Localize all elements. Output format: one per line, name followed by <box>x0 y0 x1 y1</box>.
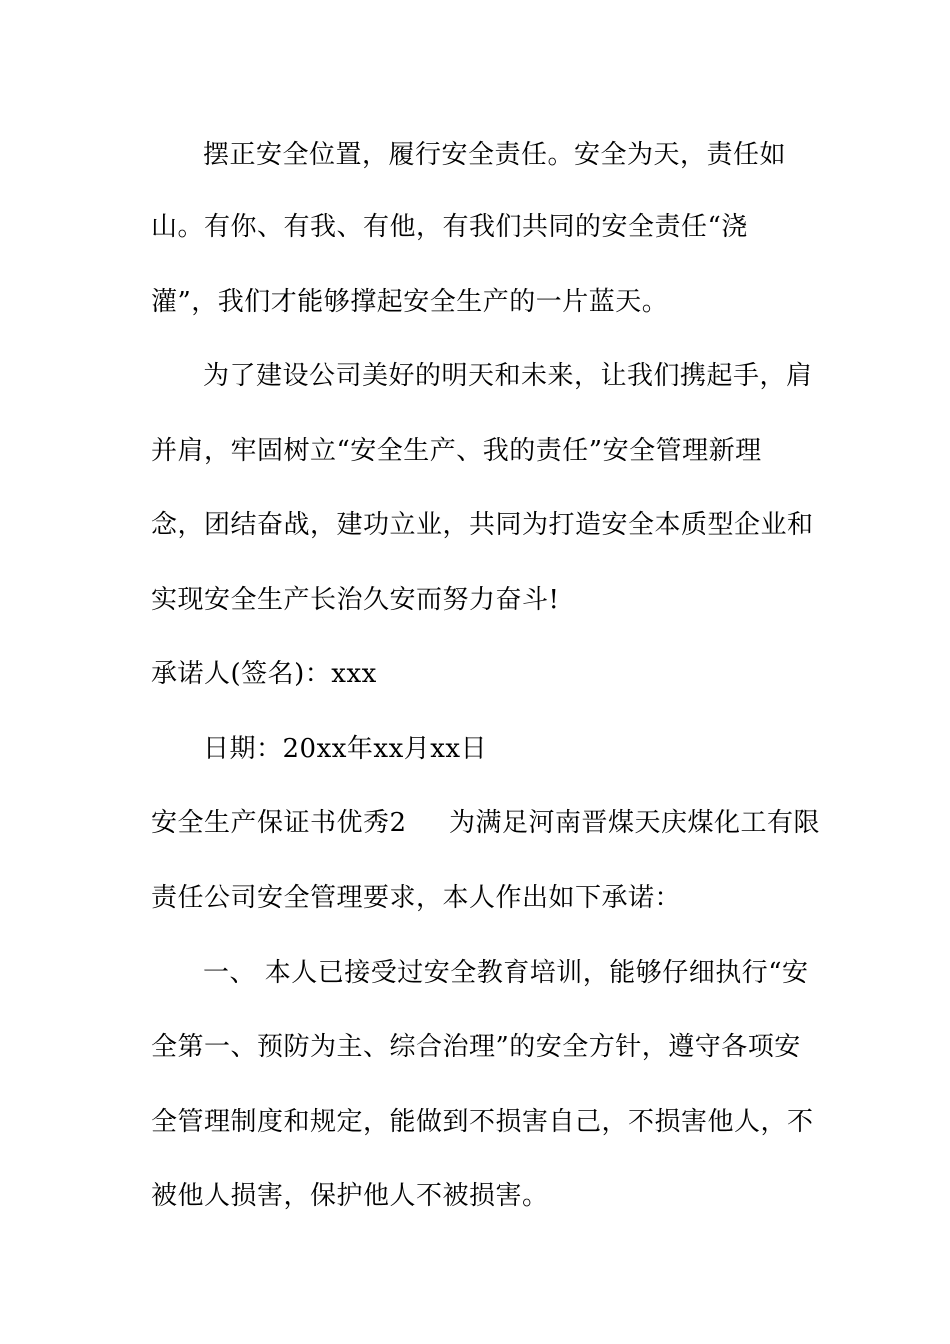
section-title: 安全生产保证书优秀2 <box>151 808 407 838</box>
text-line: 摆正安全位置，履行安全责任。安全为天，责任如 <box>203 140 787 170</box>
text-line: 山。有你、有我、有他，有我们共同的安全责任“浇 <box>151 212 748 242</box>
signature-label: 承诺人(签名)：xxx <box>151 659 377 689</box>
text-line: 灌”，我们才能够撑起安全生产的一片蓝天。 <box>151 287 669 317</box>
text-line: 为了建设公司美好的明天和未来，让我们携起手，肩 <box>203 361 813 391</box>
text-line: 全管理制度和规定，能做到不损害自己，不损害他人，不 <box>151 1107 814 1137</box>
text-line: 并肩，牢固树立“安全生产、我的责任”安全管理新理 <box>151 436 762 466</box>
text-line: 实现安全生产长治久安而努力奋斗! <box>151 585 560 615</box>
text-line: 责任公司安全管理要求，本人作出如下承诺： <box>151 883 682 913</box>
text-line: 念，团结奋战，建功立业，共同为打造安全本质型企业和 <box>151 510 814 540</box>
text-line: 全第一、预防为主、综合治理”的安全方针，遵守各项安 <box>151 1032 801 1062</box>
date-line: 日期：20xx年xx月xx日 <box>203 734 488 764</box>
text-line: 为满足河南晋煤天庆煤化工有限 <box>449 808 821 838</box>
text-line: 一、 本人已接受过安全教育培训，能够仔细执行“安 <box>203 958 809 988</box>
text-line: 被他人损害，保护他人不被损害。 <box>151 1181 549 1211</box>
